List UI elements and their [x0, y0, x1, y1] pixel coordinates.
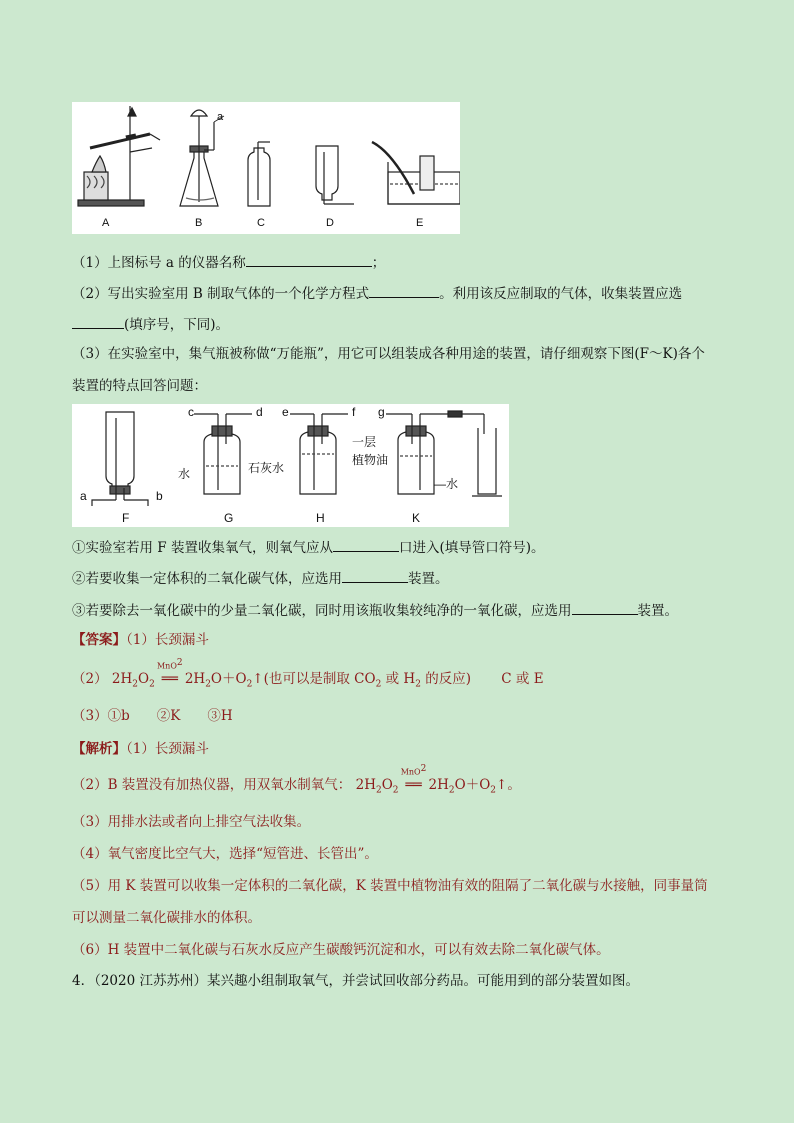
- question-2: （2）写出实验室用 B 制取气体的一个化学方程式 。利用该反应制取的气体，收集装置应选: [72, 283, 682, 303]
- apparatus-figure-f-k: [72, 404, 509, 527]
- label-water-k: —水: [434, 477, 459, 491]
- apparatus-figure-a-e: [72, 102, 460, 234]
- analysis-tag: 【解析】: [72, 741, 126, 757]
- sub-question-2: ②若要收集一定体积的二氧化碳气体，应选用 装置。: [72, 568, 449, 588]
- label-port-b: b: [156, 489, 163, 503]
- apparatus-d-diagram: [316, 146, 354, 204]
- label-g: G: [224, 511, 234, 525]
- analysis-line-5-cont: 可以测量二氧化碳排水的体积。: [72, 910, 261, 926]
- apparatus-c-diagram: [248, 142, 270, 206]
- apparatus-f-diagram: [92, 412, 148, 506]
- apparatus-b-diagram: [180, 110, 224, 206]
- answer-line-3: （3）①b ②K ③H: [72, 708, 233, 724]
- analysis-line-2: （2）B 装置没有加热仪器，用双氧水制氧气： $2H_2O_2$ MnO$^2$ ══ $2H_2O+O_2↑$。: [72, 764, 521, 796]
- label-k: K: [412, 511, 421, 525]
- equation-answer: $2H_2O_2$ MnO$^2$ ══ $2H_2O+O_2↑$: [111, 658, 264, 690]
- apparatus-h-diagram: [290, 414, 348, 494]
- question-3-cont: 装置的特点回答问题：: [72, 378, 207, 394]
- label-port-g: g: [378, 405, 385, 419]
- analysis-line-1: 【解析】（1）长颈漏斗: [72, 741, 209, 757]
- label-port-c: c: [188, 405, 194, 419]
- label-oil-line1: 一层: [352, 435, 377, 449]
- label-f: F: [122, 511, 130, 525]
- sub-question-3: ③若要除去一氧化碳中的少量二氧化碳，同时用该瓶收集较纯净的一氧化碳，应选用 装置。: [72, 600, 678, 620]
- label-a-funnel: a: [217, 111, 224, 123]
- label-limewater: 石灰水: [248, 461, 285, 475]
- label-oil-line2: 植物油: [352, 453, 389, 467]
- label-e-apparatus: E: [416, 217, 424, 229]
- question-2-cont: (填序号，下同)。: [72, 314, 229, 334]
- apparatus-a-diagram: [78, 106, 160, 206]
- label-a-apparatus: A: [102, 217, 110, 229]
- sub-question-1: ①实验室若用 F 装置收集氧气，则氧气应从 口进入(填导管口符号)。: [72, 537, 545, 557]
- analysis-line-3: （3）用排水法或者向上排空气法收集。: [72, 814, 311, 830]
- analysis-line-4: （4）氧气密度比空气大，选择“短管进、长管出”。: [72, 846, 378, 862]
- label-h: H: [316, 511, 325, 525]
- label-port-d: d: [256, 405, 263, 419]
- apparatus-g-diagram: [194, 414, 252, 494]
- question-3: （3）在实验室中，集气瓶被称做“万能瓶”，用它可以组装成各种用途的装置，请仔细观察下图(F～K)各个: [72, 346, 705, 362]
- label-b-apparatus: B: [195, 217, 203, 229]
- answer-line-1: 【答案】（1）长颈漏斗: [72, 632, 209, 648]
- analysis-line-5: （5）用 K 装置可以收集一定体积的二氧化碳，K 装置中植物油有效的阻隔了二氧化碳与水接触，同事量筒: [72, 878, 708, 894]
- label-port-e: e: [282, 405, 289, 419]
- answer-line-2: （2） $2H_2O_2$ MnO$^2$ ══ $2H_2O+O_2↑$(也可以是制取 $CO_2$ 或 $H_2$ 的反应) C 或 E: [72, 658, 544, 690]
- apparatus-e-diagram: [372, 142, 460, 204]
- answer-tag: 【答案】: [72, 632, 126, 648]
- label-water-g: 水: [178, 467, 191, 481]
- question-1: （1）上图标号 a 的仪器名称 ；: [72, 252, 385, 272]
- analysis-line-6: （6）H 装置中二氧化碳与石灰水反应产生碳酸钙沉淀和水，可以有效去除二氧化碳气体。: [72, 942, 610, 958]
- label-c-apparatus: C: [257, 217, 265, 229]
- equation-analysis: $2H_2O_2$ MnO$^2$ ══ $2H_2O+O_2↑$。: [355, 764, 521, 796]
- question-4: 4．（2020 江苏苏州）某兴趣小组制取氧气，并尝试回收部分药品。可能用到的部分装置如图。: [72, 973, 639, 989]
- label-port-f: f: [352, 405, 356, 419]
- label-port-a: a: [80, 489, 87, 503]
- label-d-apparatus: D: [326, 217, 334, 229]
